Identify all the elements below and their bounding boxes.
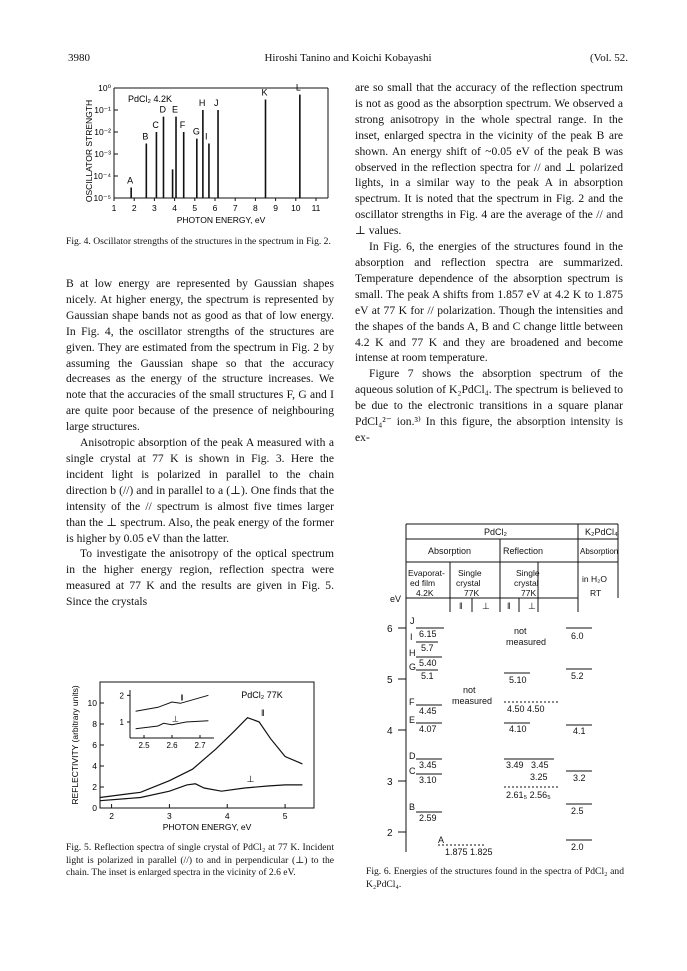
paragraph: are so small that the accuracy of the reflection spectrum is not as good as the absorption spectrum. We observed a strong anisotropy in the whole spectral range. In the inset, enlarged spectra in the vicinity of the peak B are shown. An energy shift of ~0.05 eV of the peak B was observed in the reflection spectra for // and ⊥ polarized lights, in a similar way to the peak A in absorption spectrum. It is noted that the spectrum in Fig. 2 and the oscillator strengths in Fig. 4 are the average of the // and ⊥ values.: [355, 81, 623, 238]
not-measured-refl-1: not: [514, 626, 527, 636]
sub-refl-2: crystal: [514, 578, 539, 588]
not-measured-single-1: not: [463, 685, 476, 695]
label-I: I: [410, 632, 413, 642]
bar-label: J: [214, 98, 219, 108]
refl-value-F: 4.50 4.50: [507, 704, 545, 714]
ev-4: 4: [387, 726, 393, 737]
fig6-caption: Fig. 6. Energies of the structures found in the spectra of PdCl₂ and K₂PdCl₄.: [366, 866, 624, 890]
refl-value-E: 4.10: [509, 724, 527, 734]
y-axis-label: REFLECTIVITY (arbitrary units): [70, 685, 80, 805]
value-J: 6.15: [419, 629, 437, 639]
right-column-body: [355, 80, 623, 446]
ev-2: 2: [387, 828, 393, 839]
series-label: ‖: [261, 707, 265, 718]
sub-single-2: crystal: [456, 578, 481, 588]
volume-label: (Vol. 52.: [590, 52, 628, 64]
x-tick-label: 2: [131, 203, 137, 213]
value-C: 3.10: [419, 775, 437, 785]
label-E: E: [409, 715, 416, 725]
fig4-caption: Fig. 4. Oscillator strengths of the structures in the spectrum in Fig. 2.: [66, 236, 331, 247]
ev-unit: eV: [390, 594, 402, 604]
bar-label: K: [261, 87, 268, 98]
col-k2pdcl4: K₂PdCl₄: [585, 527, 618, 537]
paragraph: Figure 7 shows the absorption spectrum of the aqueous solution of K₂PdCl₄. The spectrum is believed to be due to the electronic transitions in a square planar PdCl₄²⁻ ion.³⁾ In this figure, the absorption intensity is ex-: [355, 367, 623, 444]
refl-value-D2: 3.45: [531, 760, 549, 770]
chart-title: PdCl₂ 77K: [241, 690, 283, 700]
bar-label: C: [152, 120, 159, 130]
page-number: 3980: [68, 52, 90, 64]
value-H: 5.40: [419, 658, 437, 668]
k-value-20: 2.0: [571, 842, 584, 852]
value-B: 2.59: [419, 813, 437, 823]
y-tick-label: 10⁻⁵: [93, 193, 111, 203]
value-G: 5.1: [421, 671, 434, 681]
value-D: 3.45: [419, 760, 437, 770]
bar-label: H: [198, 98, 206, 108]
ev-3: 3: [387, 777, 393, 788]
x-tick-label: 7: [232, 203, 238, 213]
x-tick-label: 2: [109, 811, 114, 821]
x-tick-label: 6: [212, 203, 218, 213]
x-tick-label: 11: [311, 203, 321, 213]
k-value-25: 2.5: [571, 806, 584, 816]
y-tick-label: 10: [87, 698, 97, 708]
inset-y-tick-label: 2: [119, 691, 124, 701]
bar-label: I: [204, 131, 208, 142]
pol-par-2: ‖: [507, 601, 511, 611]
bar-label: D: [159, 104, 166, 115]
x-tick-label: 10: [291, 203, 301, 213]
x-axis-label: PHOTON ENERGY, eV: [176, 215, 266, 225]
inset-series-label: ‖: [180, 693, 184, 703]
sub-refl-1: Single: [516, 568, 540, 578]
bar-label: E: [172, 104, 179, 115]
k-value-60: 6.0: [571, 631, 584, 641]
ev-5: 5: [387, 675, 393, 686]
label-A: A: [438, 835, 445, 845]
x-tick-label: 5: [282, 811, 288, 821]
sub-k-1: in H₂O: [582, 574, 608, 584]
inset-x-tick-label: 2.6: [166, 741, 178, 750]
series-label: ⊥: [246, 774, 255, 785]
pol-perp-1: ⊥: [482, 601, 490, 611]
y-tick-label: 10⁻³: [94, 149, 111, 159]
y-tick-label: 8: [92, 719, 97, 729]
y-tick-label: 10⁻²: [94, 127, 111, 137]
inset-y-tick-label: 1: [119, 718, 124, 727]
k-value-32: 3.2: [573, 773, 586, 783]
fig5-chart: [66, 676, 334, 836]
sub-evap-1: Evaporat-: [408, 568, 445, 578]
fig5-caption: Fig. 5. Reflection spectra of single crystal of PdCl₂ at 77 K. Incident light is polarized in parallel (//) to and in perpendicular (⊥) to the chain. The inset is enlarged spectra in the vicinity of 2.6 eV.: [66, 842, 334, 879]
label-H: H: [409, 648, 416, 658]
inset-series-line: [136, 695, 209, 711]
fig6-energy-table: [366, 522, 624, 862]
pol-perp-2: ⊥: [528, 601, 536, 611]
inset-x-tick-label: 2.5: [138, 741, 150, 750]
x-axis-label: PHOTON ENERGY, eV: [162, 822, 252, 832]
sub-single-3: 77K: [464, 588, 480, 598]
paragraph: Anisotropic absorption of the peak A measured with a single crystal at 77 K is shown in Fig. 3. Here the incident light is polarized in parallel to the chain direction b (//) and in parallel to a (⊥). One finds that the intensity of the // spectrum is almost five times larger than the ⊥ spectrum. Also, the peak energy of the former is higher by 0.05 eV than the latter.: [66, 436, 334, 545]
fig4-chart: [66, 80, 334, 230]
value-I: 5.7: [421, 643, 434, 653]
y-tick-label: 10⁻⁴: [93, 171, 111, 181]
y-tick-label: 2: [92, 782, 97, 792]
sub-refl-3: 77K: [521, 588, 537, 598]
bar-label: B: [142, 131, 149, 142]
refl-value-B: 2.61₅ 2.56₅: [506, 790, 551, 800]
x-tick-label: 3: [167, 811, 172, 821]
col-absorption: Absorption: [428, 546, 472, 556]
label-G: G: [409, 662, 417, 672]
inset-x-tick-label: 2.7: [194, 741, 206, 750]
paragraph: To investigate the anisotropy of the optical spectrum in the higher energy region, reflection spectra were measured at 77 K and the results are given in Fig. 5. Since the crystals: [66, 547, 334, 609]
y-tick-label: 4: [92, 761, 97, 771]
chart-title: PdCl₂ 4.2K: [128, 94, 173, 104]
k-value-52: 5.2: [571, 671, 584, 681]
refl-value-G: 5.10: [509, 675, 527, 685]
not-measured-single-2: measured: [452, 696, 493, 706]
value-A: 1.875 1.825: [445, 847, 493, 857]
sub-evap-3: 4.2K: [416, 588, 434, 598]
x-tick-label: 9: [273, 203, 278, 213]
x-tick-label: 5: [192, 203, 198, 213]
col-absorption-k: Absorption: [580, 547, 619, 556]
refl-value-D1: 3.49: [506, 760, 524, 770]
bar-label: G: [192, 126, 200, 137]
y-tick-label: 0: [92, 803, 97, 813]
x-tick-label: 4: [224, 811, 230, 821]
y-axis-label: OSCILLATOR STRENGTH: [84, 99, 94, 203]
sub-single-1: Single: [458, 568, 482, 578]
k-value-41: 4.1: [573, 726, 586, 736]
label-C: C: [409, 766, 416, 776]
inset-series-label: ⊥: [172, 714, 179, 724]
label-J: J: [410, 616, 415, 626]
y-tick-label: 10⁻¹: [94, 105, 111, 115]
bar-label: L: [295, 82, 301, 93]
x-tick-label: 1: [111, 203, 117, 213]
y-tick-label: 6: [92, 740, 97, 750]
paragraph: B at low energy are represented by Gaussian shapes nicely. At higher energy, the spectrum is represented by Gaussian shape bands not as good as that of low energy. In Fig. 4, the oscillator strengths of the structures are given. They are estimated from the spectrum in Fig. 2 by assuming the Gaussian shape so that the accuracy decreases as the energy of the structure increases. We note that the accuracies of the small structures F, G and I are quite poor because of the presence of neighbouring large structures.: [66, 277, 334, 434]
bar-label: F: [179, 120, 186, 130]
pol-par-1: ‖: [459, 601, 463, 611]
bar-label: A: [127, 175, 134, 186]
col-reflection: Reflection: [503, 546, 544, 556]
ev-6: 6: [387, 624, 393, 635]
label-F: F: [409, 697, 415, 707]
sub-k-2: RT: [590, 588, 602, 598]
y-tick-label: 10⁰: [98, 83, 111, 93]
value-F: 4.45: [419, 706, 437, 716]
x-tick-label: 4: [172, 203, 177, 213]
label-B: B: [409, 802, 416, 812]
value-E: 4.07: [419, 724, 437, 734]
x-tick-label: 3: [152, 203, 157, 213]
series-line-perp: [100, 784, 302, 801]
label-D: D: [409, 751, 416, 761]
paragraph: In Fig. 6, the energies of the structures found in the absorption and reflection spectra are summarized. Temperature dependence of the absorption spectrum is small. The peak A shifts from 1.857 eV at 4.2 K to 1.875 eV at 77 K for // polarization. Though the intensities and the shapes of the bands A, B and C change little between 4.2 K and 77 K and they are broadened and become intense at room temperature.: [355, 240, 623, 365]
refl-value-C: 3.25: [530, 772, 548, 782]
sub-evap-2: ed film: [410, 578, 436, 588]
col-pdcl2: PdCl₂: [484, 527, 508, 537]
x-tick-label: 8: [253, 203, 258, 213]
running-authors: Hiroshi Tanino and Koichi Kobayashi: [264, 52, 432, 64]
left-column-body: [66, 276, 334, 610]
not-measured-refl-2: measured: [506, 637, 547, 647]
